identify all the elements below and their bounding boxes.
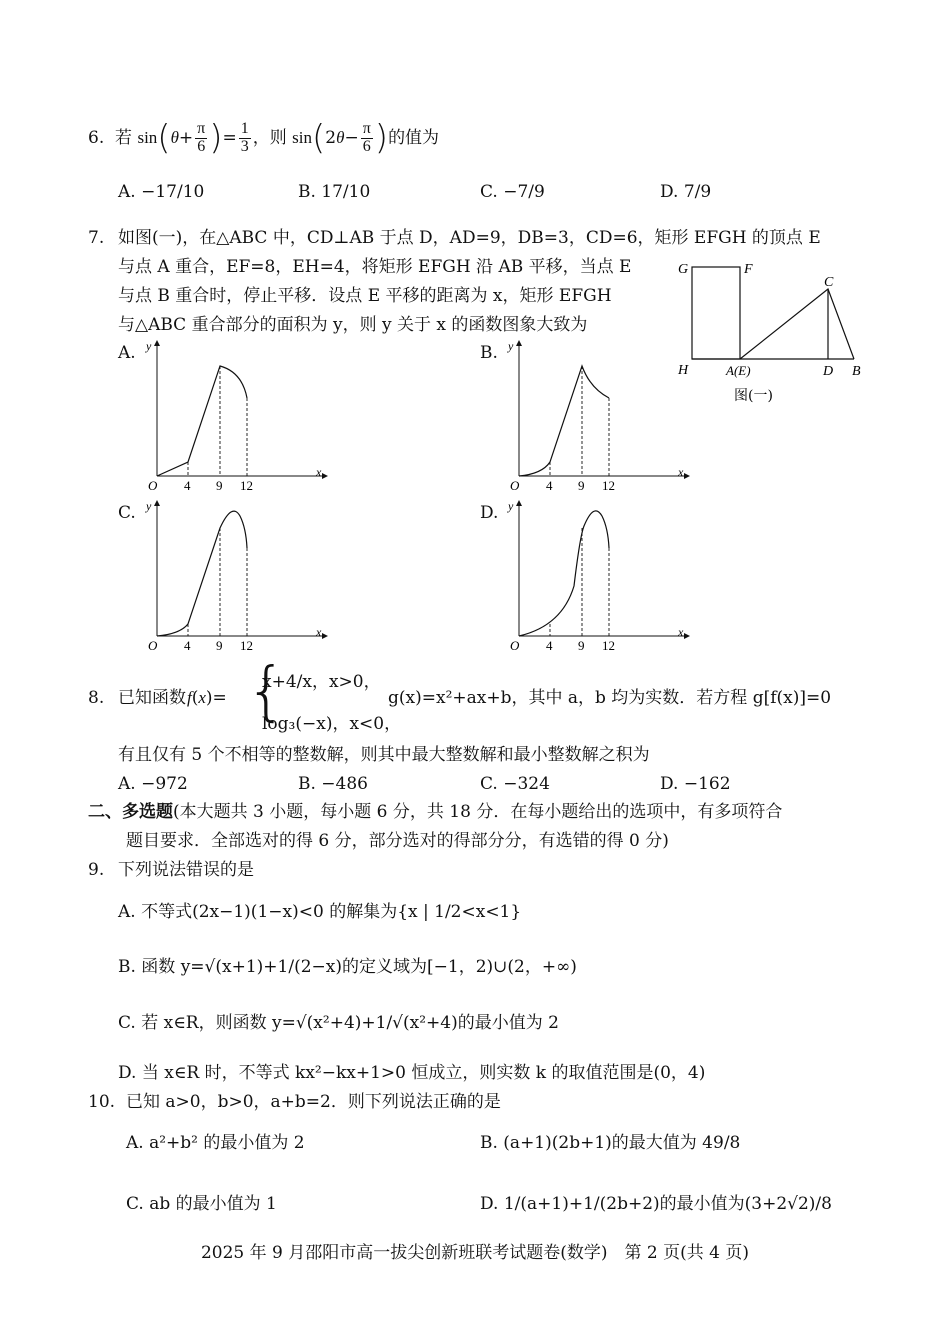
section2-title: 二、多选题: [88, 802, 173, 822]
q7-line-1: 如图(一)，在△ABC 中，CD⊥AB 于点 D，AD=9，DB=3，CD=6，矩形 EFGH 的顶点 E: [118, 228, 821, 248]
svg-text:O: O: [510, 478, 520, 493]
svg-text:4: 4: [546, 638, 553, 653]
q6-number: 6.: [88, 127, 105, 148]
q8-f-label: f(x)=: [187, 688, 227, 708]
q8-piece-1: x+4/x，x>0，: [262, 672, 381, 692]
svg-text:O: O: [148, 638, 158, 653]
q6-option-c: C. −7/9: [480, 182, 545, 202]
q6-stem: 6. 若 sin(θ+ $\frac{\pi}{6}$ )= $\frac{1}{3}$ ，则 sin(2θ− $\frac{\pi}{6}$ )的值为: [88, 118, 440, 158]
q7-line-2: 与点 A 重合，EF=8，EH=4，将矩形 EFGH 沿 AB 平移，当点 E: [118, 257, 632, 277]
q6-option-d: D. 7/9: [660, 182, 712, 202]
label-ae: A(E): [726, 363, 751, 378]
svg-text:y: y: [508, 499, 514, 513]
q9-option-a: A. 不等式(2x−1)(1−x)<0 的解集为{x | 1/2<x<1}: [118, 902, 522, 922]
q10-stem: 已知 a>0，b>0，a+b=2．则下列说法正确的是: [126, 1092, 501, 1112]
q10-number: 10.: [88, 1092, 116, 1112]
q7-graph-c: [140, 496, 340, 656]
svg-text:y: y: [146, 499, 152, 513]
q7-graph-d: [502, 496, 702, 656]
q7-graph-d-label: D.: [480, 503, 499, 523]
svg-text:12: 12: [602, 478, 615, 493]
q9-number: 9.: [88, 860, 105, 880]
label-c: C: [824, 275, 834, 290]
q7-number: 7.: [88, 228, 105, 248]
svg-text:x: x: [678, 465, 684, 479]
q7-graph-c-label: C.: [118, 503, 136, 523]
q8-brace: {: [246, 655, 287, 729]
q7-graph-a: [140, 336, 340, 496]
q9-stem: 下列说法错误的是: [118, 860, 254, 880]
label-d: D: [823, 364, 834, 379]
svg-text:O: O: [510, 638, 520, 653]
q8-stem-suffix: g(x)=x²+ax+b，其中 a，b 均为实数．若方程 g[f(x)]=0: [388, 688, 832, 708]
q9-option-b: B. 函数 y=√(x+1)+1/(2−x)的定义域为[−1，2)∪(2，+∞): [118, 957, 577, 977]
svg-text:12: 12: [240, 478, 253, 493]
svg-text:4: 4: [546, 478, 553, 493]
q10-option-b: B. (a+1)(2b+1)的最大值为 49/8: [480, 1133, 741, 1153]
svg-text:O: O: [148, 478, 158, 493]
q7-graph-a-label: A.: [118, 343, 136, 363]
q7-graph-b: [502, 336, 702, 496]
svg-text:12: 12: [240, 638, 253, 653]
svg-text:x: x: [316, 625, 322, 639]
q8-option-c: C. −324: [480, 774, 550, 794]
svg-text:9: 9: [216, 638, 223, 653]
svg-text:12: 12: [602, 638, 615, 653]
triangle-abc: [740, 289, 854, 359]
label-b: B: [852, 364, 861, 379]
label-f: F: [744, 262, 753, 277]
q9-option-d: D. 当 x∈R 时，不等式 kx²−kx+1>0 恒成立，则实数 k 的取值范围是(0，4): [118, 1063, 706, 1083]
q6-option-a: A. −17/10: [118, 182, 205, 202]
q8-piece-2: log₃(−x)，x<0，: [262, 714, 402, 734]
section2-desc-1: (本大题共 3 小题，每小题 6 分，共 18 分．在每小题给出的选项中，有多项符合: [173, 802, 783, 822]
q8-option-d: D. −162: [660, 774, 731, 794]
section2-heading: [88, 802, 782, 822]
q10-option-d: D. 1/(a+1)+1/(2b+2)的最小值为(3+2√2)/8: [480, 1194, 832, 1214]
label-g: G: [678, 262, 689, 277]
q10-option-c: C. ab 的最小值为 1: [126, 1194, 277, 1214]
q6-option-b: B. 17/10: [298, 182, 371, 202]
svg-text:x: x: [678, 625, 684, 639]
svg-text:9: 9: [578, 478, 585, 493]
q7-graph-b-label: B.: [480, 343, 498, 363]
q8-line-2: 有且仅有 5 个不相等的整数解，则其中最大整数解和最小整数解之积为: [118, 745, 650, 765]
svg-text:9: 9: [578, 638, 585, 653]
svg-text:y: y: [508, 339, 514, 353]
q7-line-4: 与△ABC 重合部分的面积为 y，则 y 关于 x 的函数图象大致为: [118, 315, 588, 335]
svg-text:y: y: [146, 339, 152, 353]
q8-option-a: A. −972: [118, 774, 188, 794]
svg-text:4: 4: [184, 478, 191, 493]
section2-desc-2: 题目要求．全部选对的得 6 分，部分选对的得部分分，有选错的得 0 分): [126, 831, 669, 851]
svg-text:4: 4: [184, 638, 191, 653]
q7-line-3: 与点 B 重合时，停止平移．设点 E 平移的距离为 x，矩形 EFGH: [118, 286, 612, 306]
svg-text:x: x: [316, 465, 322, 479]
q10-option-a: A. a²+b² 的最小值为 2: [126, 1133, 305, 1153]
label-h: H: [678, 363, 689, 378]
q8-stem-prefix: 已知函数: [118, 688, 186, 708]
q8-option-b: B. −486: [298, 774, 368, 794]
q9-option-c: C. 若 x∈R，则函数 y=√(x²+4)+1/√(x²+4)的最小值为 2: [118, 1013, 559, 1033]
q8-number: 8.: [88, 688, 105, 708]
figure-caption: 图(一): [734, 388, 773, 404]
svg-text:9: 9: [216, 478, 223, 493]
page-footer: 2025 年 9 月邵阳市高一拔尖创新班联考试题卷(数学) 第 2 页(共 4 页): [200, 1243, 750, 1263]
